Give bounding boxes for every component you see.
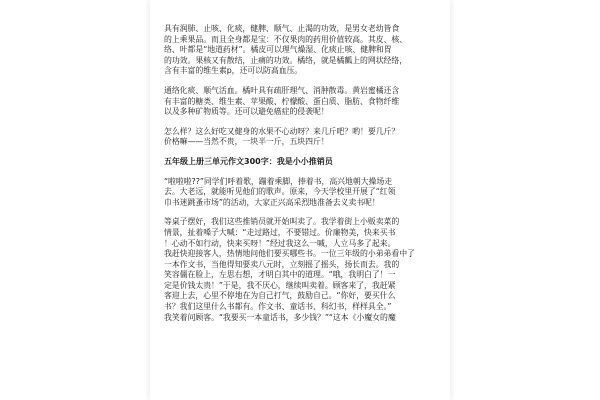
paragraph-orange-benefits bbox=[164, 24, 432, 77]
text-line: 定是价钱太贵！”于是，我不厌心，继续叫卖着。顾客来了，我赶紧 bbox=[164, 280, 396, 290]
text-line: 的上乘果品。而且全身都是宝：不仅果肉的药用价值较高。其皮、核、 bbox=[164, 34, 408, 44]
paragraph-price-pitch bbox=[164, 127, 432, 148]
text-line: 的功效。果核又有散结，止痛的功效。橘络，就是橘瓤上的网状经络， bbox=[164, 55, 408, 65]
text-line: “啦啦啦??”同学们呼着歌，蹦着乘脚，捧着书，高兴地朝大操场走 bbox=[164, 176, 393, 186]
text-line: 巾书迷跳蚤市场”的活动，大家正兴高采烈地准备去义卖书呢！ bbox=[164, 197, 380, 207]
text-line: 情景，扯着嗓子大喊：“走过路过，不要错过。价廉物美，快来买书 bbox=[164, 227, 396, 237]
text-line: 怎么样？这么好吃又健身的水果不心动呀？来几斤吧？哟！要几斤？ bbox=[164, 126, 400, 136]
text-line: 书？我们这里什么书都有。作文书、童话书、科幻书，样样具全。” bbox=[164, 302, 392, 312]
document-body bbox=[164, 24, 432, 323]
text-line: 我笑着问顾客。“我要买一本童话书，多少钱？”“这本《小魔女的魔 bbox=[164, 312, 396, 322]
essay-title: 五年级上册三单元作文300字：我是小小推销员 bbox=[164, 156, 333, 166]
text-line: 等桌子摆好，我们这些推销员就开始叫卖了。我学着街上小贩卖菜的 bbox=[164, 217, 400, 227]
text-line: 去。大老远，就能听见他们的歌声。原来，今天学校里开展了“红领 bbox=[164, 187, 396, 197]
text-line: 笑容僵在脸上，左思右想，才明白其中的道理。“哦，我明白了！一 bbox=[164, 270, 396, 280]
text-line: ！心动不如行动，快来买呀！”经过我这么一喊，人立马多了起来。 bbox=[164, 238, 396, 248]
paragraph-orange-nutrition bbox=[164, 86, 432, 118]
text-line: 通络化痰、顺气活血。橘叶具有疏肝理气、消肿散毒。黄岩蜜橘还含 bbox=[164, 85, 400, 95]
text-line: 我赶快迎接客人，热情地问他们要买哪些书。一位三年级的小弟弟看中了 bbox=[164, 249, 415, 259]
paragraph-selling-story bbox=[164, 217, 432, 323]
text-line: 具有润肺、止咳、化痰，健脾、顺气、止渴的功效，是男女老幼皆食 bbox=[164, 24, 400, 33]
text-line: 客迎上去，心里不停地在为自己打气，鼓励自己。“你好，要买什么 bbox=[164, 291, 396, 301]
text-line: 以及多种矿物质等。还可以避免癌症的侵袭呢！ bbox=[164, 107, 329, 117]
text-line: 络、叶都是“地道药材”。橘皮可以理气燥湿、化痰止咳、健脾和胃 bbox=[164, 45, 392, 55]
text-line: 一本作文书，当他得知要卖八元时，立刻摇了摇头，扬长而去。我的 bbox=[164, 259, 400, 269]
paragraph-flea-market-intro bbox=[164, 177, 432, 209]
document-page bbox=[150, 0, 450, 400]
text-line: 有丰富的糖类、维生素、苹果酸、柠檬酸、蛋白质、脂肪、食物纤维 bbox=[164, 96, 400, 106]
text-line: 价格嘛——当然不贵，一块半一斤，五块四斤！ bbox=[164, 137, 329, 147]
text-line: 含有丰富的维生素p，还可以防高血压。 bbox=[164, 66, 303, 76]
